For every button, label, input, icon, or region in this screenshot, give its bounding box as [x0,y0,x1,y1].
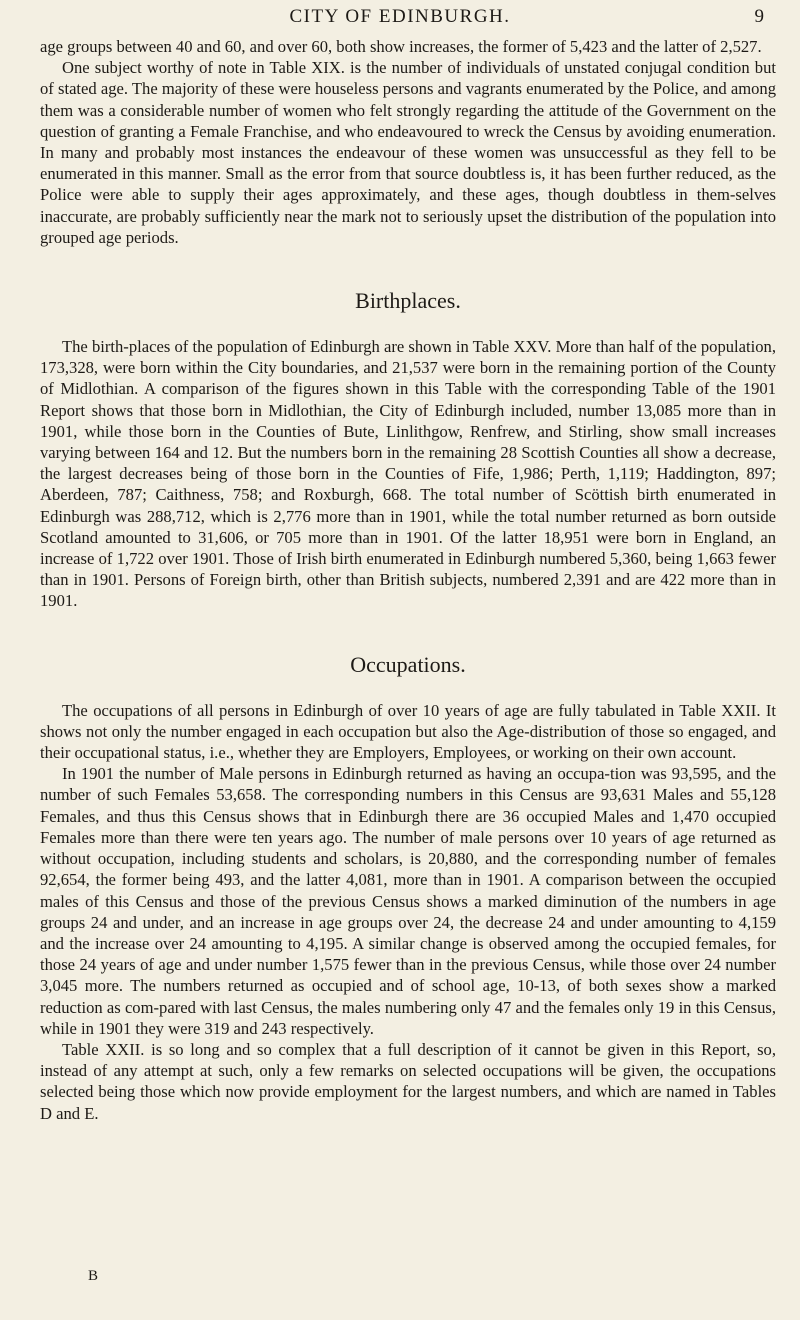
intro-paragraph-1: age groups between 40 and 60, and over 60, both show increases, the former of 5,423 and the latter of 2,527. [40,37,762,56]
signature-mark: B [88,1268,99,1284]
occupations-paragraph-3: Table XXII. is so long and so complex that a full description of it cannot be given in this Report, so, instead of any attempt at such, only a few remarks on selected occupations will be given, the occupations selected being those which now provide employment for the largest numbers, and which are named in Tables D and E. [40,1039,776,1123]
body-text [40,36,776,1124]
birthplaces-heading: Birthplaces. [355,288,461,314]
occupations-paragraph-1: The occupations of all persons in Edinburgh of over 10 years of age are fully tabulated in Table XXII. It shows not only the number engaged in each occupation but also the Age-distribution of those so engaged, and their occupational status, i.e., whether they are Employers, Employees, or working on their own account. [40,700,776,763]
running-head [0,4,800,30]
running-head-title: CITY OF EDINBURGH. [289,6,511,27]
page-number: 9 [754,6,764,27]
intro-paragraph-2: One subject worthy of note in Table XIX. is the number of individuals of unstated conjugal condition but of stated age. The majority of these were houseless persons and vagrants enumerated by the Police, and among them was a considerable number of women who felt strongly regarding the attitude of the Government on the question of granting a Female Franchise, and who endeavoured to wreck the Census by avoiding enumeration. In many and probably most instances the endeavour of these women was unsuccessful as they fell to be enumerated in this manner. Small as the error from that source doubtless is, it has been further reduced, as the Police were able to supply their ages approximately, and these ages, though doubtless in them-selves inaccurate, are probably sufficiently near the mark not to seriously upset the distribution of the population into grouped age periods. [40,58,776,247]
occupations-heading: Occupations. [350,651,466,677]
birthplaces-paragraph: The birth-places of the population of Edinburgh are shown in Table XXV. More than half of the population, 173,328, were born within the City boundaries, and 21,537 were born in the remaining portion of the County of Midlothian. A comparison of the figures shown in this Table with the corresponding Table of the 1901 Report shows that those born in Midlothian, the City of Edinburgh included, number 13,085 more than in 1901, while those born in the Counties of Bute, Linlithgow, Renfrew, and Stirling, show small increases varying between 164 and 12. But the numbers born in the remaining 28 Scottish Counties all show a decrease, the largest decreases being of those born in the Counties of Fife, 1,986; Perth, 1,119; Haddington, 897; Aberdeen, 787; Caithness, 758; and Roxburgh, 668. The total number of Scöttish birth enumerated in Edinburgh was 288,712, which is 2,776 more than in 1901, while the total number returned as born outside Scotland amounted to 31,606, or 705 more than in 1901. Of the latter 18,951 were born in England, an increase of 1,722 over 1901. Those of Irish birth enumerated in Edinburgh numbered 5,360, being 1,663 fewer than in 1901. Persons of Foreign birth, other than British subjects, numbered 2,391 and are 422 more than in 1901. [40,337,776,611]
occupations-paragraph-2: In 1901 the number of Male persons in Edinburgh returned as having an occupa-tion was 93,595, and the number of such Females 53,658. The corresponding numbers in this Census are 93,631 Males and 55,128 Females, and thus this Census shows that in Edinburgh there are 36 occupied Males and 1,470 occupied Females more than there were ten years ago. The number of male persons over 10 years of age returned as without occupation, including students and scholars, is 20,880, and the corresponding number of females 92,654, the former being 493, and the latter 4,081, more than in 1901. A comparison between the occupied males of this Census and those of the previous Census shows a marked diminution of the numbers in age groups 24 and under, and an increase in age groups over 24, the decrease 24 and under amounting to 4,159 and the increase over 24 amounting to 4,195. A similar change is observed among the occupied females, for those 24 years of age and under number 1,575 fewer than in the previous Census, while those over 24 number 3,045 more. The numbers returned as occupied and of school age, 10-13, of both sexes show a marked reduction as com-pared with last Census, the males numbering only 47 and the females only 19 in this Census, while in 1901 they were 319 and 243 respectively. [40,764,776,1038]
